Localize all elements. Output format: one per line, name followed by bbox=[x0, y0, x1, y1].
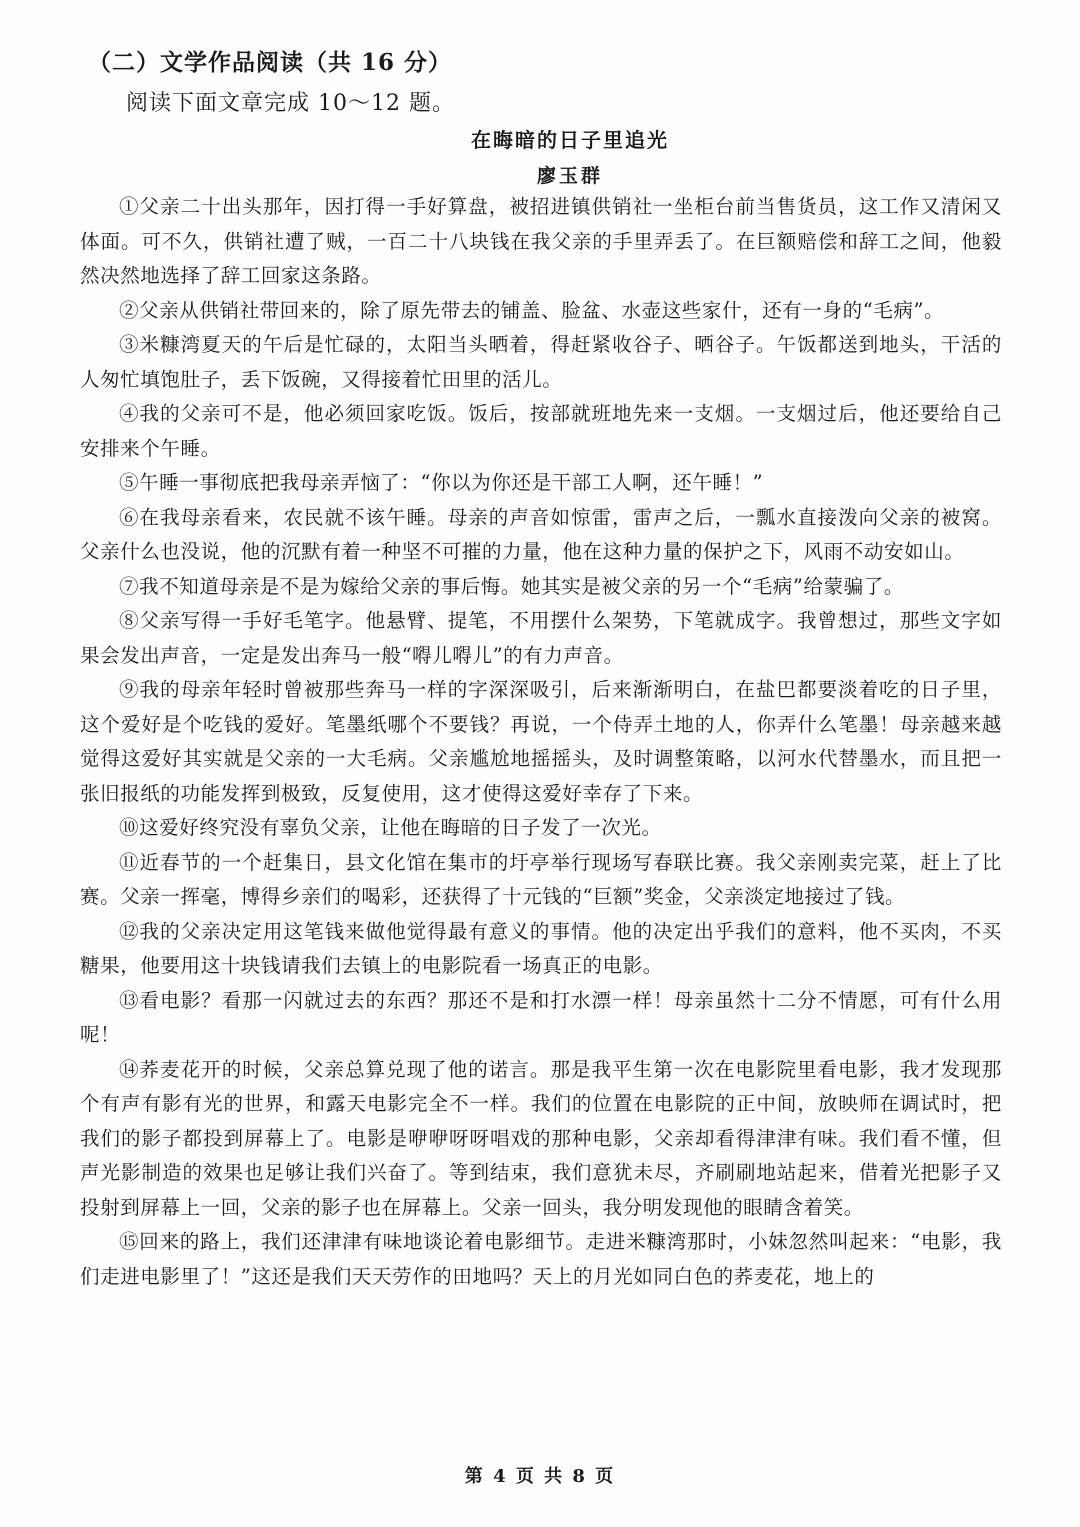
paragraph-12: ⑫我的父亲决定用这笔钱来做他觉得最有意义的事情。他的决定出乎我们的意料，他不买肉，不买糖果，他要用这十块钱请我们去镇上的电影院看一场真正的电影。 bbox=[80, 919, 1002, 977]
article-body bbox=[80, 190, 1002, 1294]
paragraph-10: ⑩这爱好终究没有辜负父亲，让他在晦暗的日子发了一次光。 bbox=[119, 816, 662, 839]
paragraph-14: ⑭荞麦花开的时候，父亲总算兑现了他的诺言。那是我平生第一次在电影院里看电影，我才发现那个有声有影有光的世界，和露天电影完全不一样。我们的位置在电影院的正中间，放映师在调试时，把我们的影子都投到屏幕上了。电影是咿咿呀呀唱戏的那种电影，父亲却看得津津有味。我们看不懂，但声光影制造的效果也足够让我们兴奋了。等到结束，我们意犹未尽，齐刷刷地站起来，借着光把影子又投射到屏幕上一回，父亲的影子也在屏幕上。父亲一回头，我分明发现他的眼睛含着笑。 bbox=[80, 1057, 1002, 1219]
article-title: 在晦暗的日子里追光 bbox=[471, 128, 669, 152]
reading-instruction: 阅读下面文章完成 10～12 题。 bbox=[126, 91, 455, 116]
page-number: 第 4 页 共 8 页 bbox=[464, 1466, 616, 1487]
paragraph-11: ⑪近春节的一个赶集日，县文化馆在集市的圩亭举行现场写春联比赛。我父亲刚卖完菜，赶上了比赛。父亲一挥毫，博得乡亲们的喝彩，还获得了十元钱的“巨额”奖金，父亲淡定地接过了钱。 bbox=[80, 850, 1002, 908]
paragraph-7: ⑦我不知道母亲是不是为嫁给父亲的事后悔。她其实是被父亲的另一个“毛病”给蒙骗了。 bbox=[119, 574, 904, 598]
paragraph-13: ⑬看电影？看那一闪就过去的东西？那还不是和打水漂一样！母亲虽然十二分不情愿，可有什么用呢！ bbox=[80, 988, 1002, 1046]
section-heading: （二）文学作品阅读（共 16 分） bbox=[88, 49, 453, 76]
paragraph-3: ③米糠湾夏天的午后是忙碌的，太阳当头晒着，得赶紧收谷子、晒谷子。午饭都送到地头，干活的人匆忙填饱肚子，丢下饭碗，又得接着忙田里的活儿。 bbox=[80, 333, 1002, 391]
paragraph-2: ②父亲从供销社带回来的，除了原先带去的铺盖、脸盆、水壶这些家什，还有一身的“毛病”。 bbox=[119, 298, 945, 322]
paragraph-15: ⑮回来的路上，我们还津津有味地谈论着电影细节。走进米糠湾那时，小妹忽然叫起来：“电影，我们走进电影里了！”这还是我们天天劳作的田地吗？天上的月光如同白色的荞麦花，地上的 bbox=[80, 1230, 1002, 1288]
paragraph-8: ⑧父亲写得一手好毛笔字。他悬臂、提笔，不用摆什么架势，下笔就成字。我曾想过，那些文字如果会发出声音，一定是发出奔马一般“嘚儿嘚儿”的有力声音。 bbox=[80, 609, 1002, 667]
paragraph-9: ⑨我的母亲年轻时曾被那些奔马一样的字深深吸引，后来渐渐明白，在盐巴都要淡着吃的日子里，这个爱好是个吃钱的爱好。笔墨纸哪个不要钱？再说，一个侍弄土地的人，你弄什么笔墨！母亲越来越觉得这爱好其实就是父亲的一大毛病。父亲尴尬地摇摇头，及时调整策略，以河水代替墨水，而且把一张旧报纸的功能发挥到极致，反复使用，这才使得这爱好幸存了下来。 bbox=[80, 678, 1002, 805]
article-author: 廖玉群 bbox=[536, 165, 603, 187]
paragraph-6: ⑥在我母亲看来，农民就不该午睡。母亲的声音如惊雷，雷声之后，一瓢水直接泼向父亲的被窝。父亲什么也没说，他的沉默有着一种坚不可摧的力量，他在这种力量的保护之下，风雨不动安如山。 bbox=[80, 505, 1002, 563]
paragraph-1: ①父亲二十出头那年，因打得一手好算盘，被招进镇供销社一坐柜台前当售货员，这工作又清闲又体面。可不久，供销社遭了贼，一百二十八块钱在我父亲的手里弄丢了。在巨额赔偿和辞工之间，他毅然决然地选择了辞工回家这条路。 bbox=[80, 195, 1002, 287]
paragraph-5: ⑤午睡一事彻底把我母亲弄恼了：“你以为你还是干部工人啊，还午睡！” bbox=[119, 471, 764, 494]
paragraph-4: ④我的父亲可不是，他必须回家吃饭。饭后，按部就班地先来一支烟。一支烟过后，他还要给自己安排来个午睡。 bbox=[80, 402, 1002, 460]
